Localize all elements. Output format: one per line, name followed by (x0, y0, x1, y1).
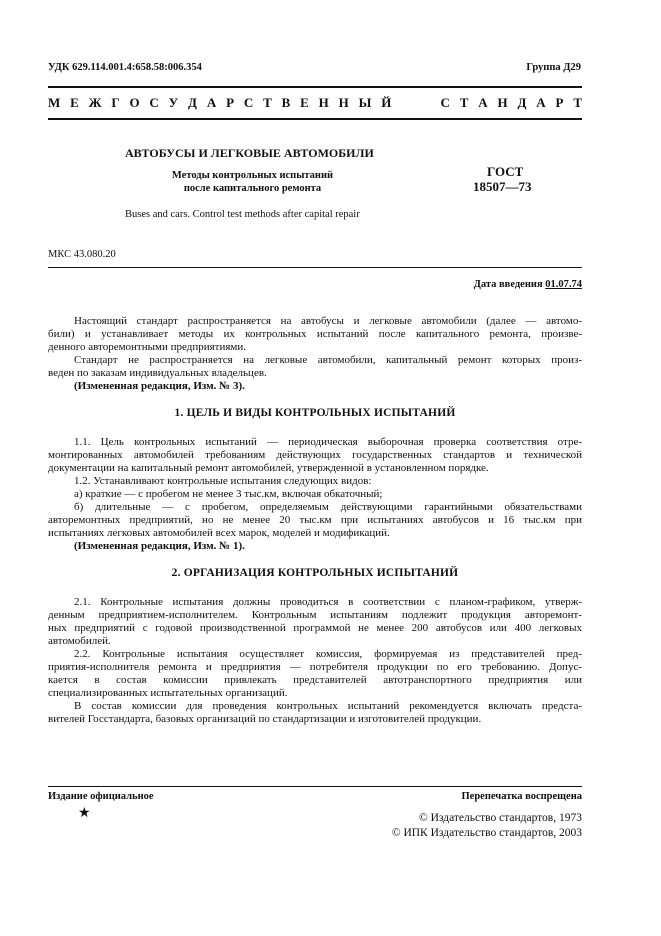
text-line: документации на капитальный ремонт автомобилей, утвержденной в установленном порядке. (48, 462, 489, 474)
document-title: АВТОБУСЫ И ЛЕГКОВЫЕ АВТОМОБИЛИ (125, 146, 374, 160)
document-subtitle-2: после капитального ремонта (183, 183, 322, 194)
intro-paragraph-2 (48, 354, 582, 380)
paragraph-1-1 (48, 436, 582, 475)
text-line: специализированных испытательных организаций. (48, 687, 288, 699)
gost-label: ГОСТ (487, 164, 524, 179)
star-icon: ★ (78, 805, 91, 821)
text-line: б) длительные — с пробегом, определяемым действующими гарантийными обязательствами (74, 501, 582, 513)
footer-rule (48, 786, 582, 787)
text-line: приятия-исполнителя ремонта и предприятия — потребителя продукции по его требованию. Допус- (48, 661, 582, 673)
paragraph-2-3 (48, 700, 582, 726)
text-line: били) и устанавливает методы их контрольных испытаний после капитального ремонта, произве- (48, 328, 582, 340)
standard-banner: М Е Ж Г О С У Д А Р С Т В Е Н Н Ы Й С Т А Н Д А Р Т (48, 95, 582, 110)
top-rule (48, 86, 582, 88)
text-line: денным предприятием-исполнителем. Контрольным испытаниям подлежит продукция авторемонт- (48, 609, 582, 621)
paragraph-2-1 (48, 596, 582, 648)
text-line: вителей Госстандарта, базовых организаций по стандартизации и изготовителей продукции. (48, 713, 482, 725)
reprint-prohibited-label: Перепечатка воспрещена (461, 791, 582, 802)
section-1-amendment-note (48, 540, 582, 553)
paragraph-1-2-b (48, 501, 582, 540)
text-line: В состав комиссии для проведения контрольных испытаний рекомендуется включать предста- (74, 700, 582, 712)
text-line: монтированных автомобилей требованиям действующих государственных стандартов и технической (48, 449, 582, 461)
introduction-date-label: Дата введения (473, 279, 546, 290)
text-line: автомобилей. (48, 635, 111, 647)
intro-paragraph-1 (48, 315, 582, 354)
text-line: веден по заказам индивидуальных владельцев. (48, 367, 267, 379)
text-line: ных предприятий с годовой производственной программой не менее 200 автобусов или 400 легковых (48, 622, 582, 634)
text-line: 2.2. Контрольные испытания осуществляет комиссия, формируемая из представителей пред- (74, 648, 582, 660)
text-line: авторемонтных предприятий, но не менее 20 тыс.км при испытаниях автобусов и 16 тыс.км при (48, 514, 582, 526)
mks-code: МКС 43.080.20 (48, 249, 116, 260)
text-line: 1.1. Цель контрольных испытаний — периодическая выборочная проверка соответствия отре- (74, 436, 582, 448)
copyright-1973: © Издательство стандартов, 1973 (418, 812, 582, 824)
intro-amendment-note (48, 380, 582, 393)
text-line: 1.2. Устанавливают контрольные испытания следующих видов: (74, 475, 372, 487)
text-line: а) краткие — с пробегом не менее 3 тыс.км, включая обкаточный; (74, 488, 383, 500)
copyright-2003: © ИПК Издательство стандартов, 2003 (391, 827, 582, 839)
banner-rule (48, 118, 582, 120)
introduction-date-value: 01.07.74 (545, 279, 582, 290)
text-line: (Измененная редакция, Изм. № 3). (74, 380, 245, 392)
section-2-title: 2. ОРГАНИЗАЦИЯ КОНТРОЛЬНЫХ ИСПЫТАНИЙ (171, 567, 459, 579)
text-line: Стандарт не распространяется на легковые автомобили, капитальный ремонт которых произ- (74, 354, 582, 366)
text-line: 2.1. Контрольные испытания должны проводиться в соответствии с планом-графиком, утверж- (74, 596, 582, 608)
udk-code: УДК 629.114.001.4:658.58:006.354 (48, 62, 202, 73)
introduction-date (474, 279, 582, 290)
section-1-title: 1. ЦЕЛЬ И ВИДЫ КОНТРОЛЬНЫХ ИСПЫТАНИЙ (174, 407, 456, 419)
text-line: Настоящий стандарт распространяется на автобусы и легковые автомобили (далее — автомо- (74, 315, 582, 327)
official-edition-label: Издание официальное (48, 791, 154, 802)
document-subtitle-1: Методы контрольных испытаний (171, 170, 334, 181)
text-line: кается в состав комиссии привлекать представителей автотранспортного предприятия или (48, 674, 582, 686)
text-line: денного авторемонтными предприятиями. (48, 341, 247, 353)
text-line: испытаниях легковых автомобилей всех марок, моделей и модификаций. (48, 527, 390, 539)
paragraph-2-2 (48, 648, 582, 700)
mks-rule (48, 267, 582, 268)
paragraph-1-2-a (48, 488, 582, 501)
gost-number: 18507—73 (473, 179, 532, 194)
paragraph-1-2 (48, 475, 582, 488)
english-title: Buses and cars. Control test methods after capital repair (125, 209, 360, 220)
text-line: (Измененная редакция, Изм. № 1). (74, 540, 245, 552)
group-code: Группа Д29 (526, 62, 581, 73)
